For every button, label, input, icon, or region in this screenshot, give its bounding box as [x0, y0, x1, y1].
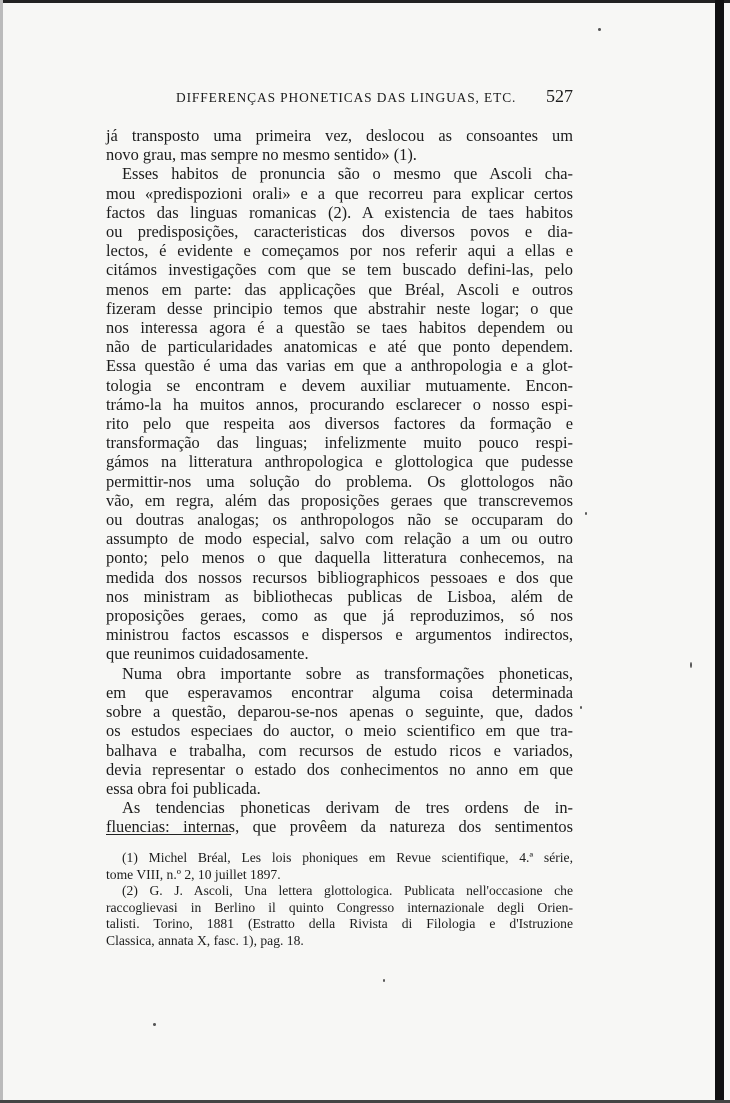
text-line: Esses habitos de pronuncia são o mesmo que Ascoli cha- — [122, 164, 573, 184]
text-line: ponto; pelo menos o que daquella litteratura conhecemos, na — [106, 548, 573, 568]
speck — [383, 979, 385, 982]
text-line: As tendencias phoneticas derivam de tres ordens de in- — [122, 798, 573, 818]
scan-border-left — [0, 0, 3, 1103]
text-line: balhava e trabalha, com recursos de estudo ricos e variados, — [106, 740, 573, 760]
text-line: lectos, é evidente e começamos por nos referir aqui a ellas e — [106, 241, 573, 261]
speck — [580, 706, 582, 709]
text-line: assumpto de modo especial, salvo com relação a um ou outro — [106, 529, 573, 549]
speck — [598, 28, 601, 31]
text-line: não de particularidades anatomicas e até que ponto dependem. — [106, 337, 573, 357]
text-line: nos ministram as bibliothecas publicas de Lisboa, além de — [106, 586, 573, 606]
text-line: rito pelo que respeita aos diversos factores da formação e — [106, 414, 573, 434]
footnote-rule — [106, 834, 231, 835]
text-line: mou «predispozioni orali» e a que recorreu para explicar certos — [106, 183, 573, 203]
page-number: 527 — [546, 86, 573, 106]
text-line: gámos na litteratura anthropologica e glottologica que pudesse — [106, 452, 573, 472]
text-line: trámo-la ha muitos annos, procurando esclarecer o nosso espi- — [106, 394, 573, 414]
footnote-line: (2) G. J. Ascoli, Una lettera glottologica. Publicata nell'occasione che — [122, 883, 573, 899]
footnote-line: raccoglievasi in Berlino il quinto Congresso internazionale degli Orien- — [106, 899, 573, 915]
text-line: essa obra foi publicada. — [106, 778, 261, 798]
text-line: transformação das linguas; infelizmente muito pouco respi- — [106, 433, 573, 453]
text-line: ministrou factos escassos e dispersos e argumentos indirectos, — [106, 625, 573, 645]
text-line: menos em parte: das applicações que Bréal, Ascoli e outros — [106, 279, 573, 299]
text-line: os estudos especiaes do auctor, o meio scientifico em que tra- — [106, 721, 573, 741]
text-line: que reunimos cuidadosamente. — [106, 644, 309, 664]
footnotes — [106, 850, 573, 950]
text-line: devia representar o estado dos conhecimentos no anno em que — [106, 759, 573, 779]
text-line: novo grau, mas sempre no mesmo sentido» (1). — [106, 145, 417, 165]
speck — [690, 662, 692, 668]
scan-border-top — [0, 0, 730, 3]
text-line: vão, em regra, além das proposições geraes que transcrevemos — [106, 490, 573, 510]
text-line: em que esperavamos encontrar alguma coisa determinada — [106, 682, 573, 702]
text-line: já transposto uma primeira vez, deslocou as consoantes um — [106, 126, 573, 145]
text-line: fluencias: internas, que provêem da natureza dos sentimentos — [106, 817, 573, 837]
text-line: ou predisposições, caracteristicas dos diversos povos e dia- — [106, 222, 573, 242]
speck — [585, 512, 587, 515]
text-line: tologia se encontram e devem auxiliar mutuamente. Encon- — [106, 375, 573, 395]
text-line: permittir-nos uma solução do problema. Os glottologos não — [106, 471, 573, 491]
text-line: fizeram desse principio temos que abstrahir neste logar; o que — [106, 298, 573, 318]
footnote-line: tome VIII, n.º 2, 10 juillet 1897. — [106, 866, 281, 882]
speck — [153, 1023, 156, 1026]
text-line: citámos investigações com que se tem buscado defini-las, pelo — [106, 260, 573, 280]
text-line: ou doutras analogas; os anthropologos não se occuparam do — [106, 510, 573, 530]
text-line: factos das linguas romanicas (2). A existencia de taes habitos — [106, 202, 573, 222]
body-text — [106, 126, 573, 837]
text-line: proposições geraes, como as que já reproduzimos, só nos — [106, 606, 573, 626]
running-head — [106, 88, 573, 110]
text-line: medida dos nossos recursos bibliographicos pessoaes e dos que — [106, 567, 573, 587]
running-title: DIFFERENÇAS PHONETICAS DAS LINGUAS, ETC. — [176, 90, 517, 105]
footnote-line: talisti. Torino, 1881 (Estratto della Rivista di Filologia e d'Istruzione — [106, 916, 573, 932]
scan-border-right — [715, 0, 724, 1103]
text-line: Essa questão é uma das varias em que a anthropologia e a glot- — [106, 356, 573, 376]
text-line: sobre a questão, deparou-se-nos apenas o seguinte, que, dados — [106, 702, 573, 722]
footnote-line: Classica, annata X, fasc. 1), pag. 18. — [106, 932, 304, 948]
footnote-line: (1) Michel Bréal, Les lois phoniques em Revue scientifique, 4.ª série, — [122, 850, 573, 865]
text-line: nos interessa agora é a questão se taes habitos dependem ou — [106, 318, 573, 338]
text-line: Numa obra importante sobre as transformações phoneticas, — [122, 663, 573, 683]
